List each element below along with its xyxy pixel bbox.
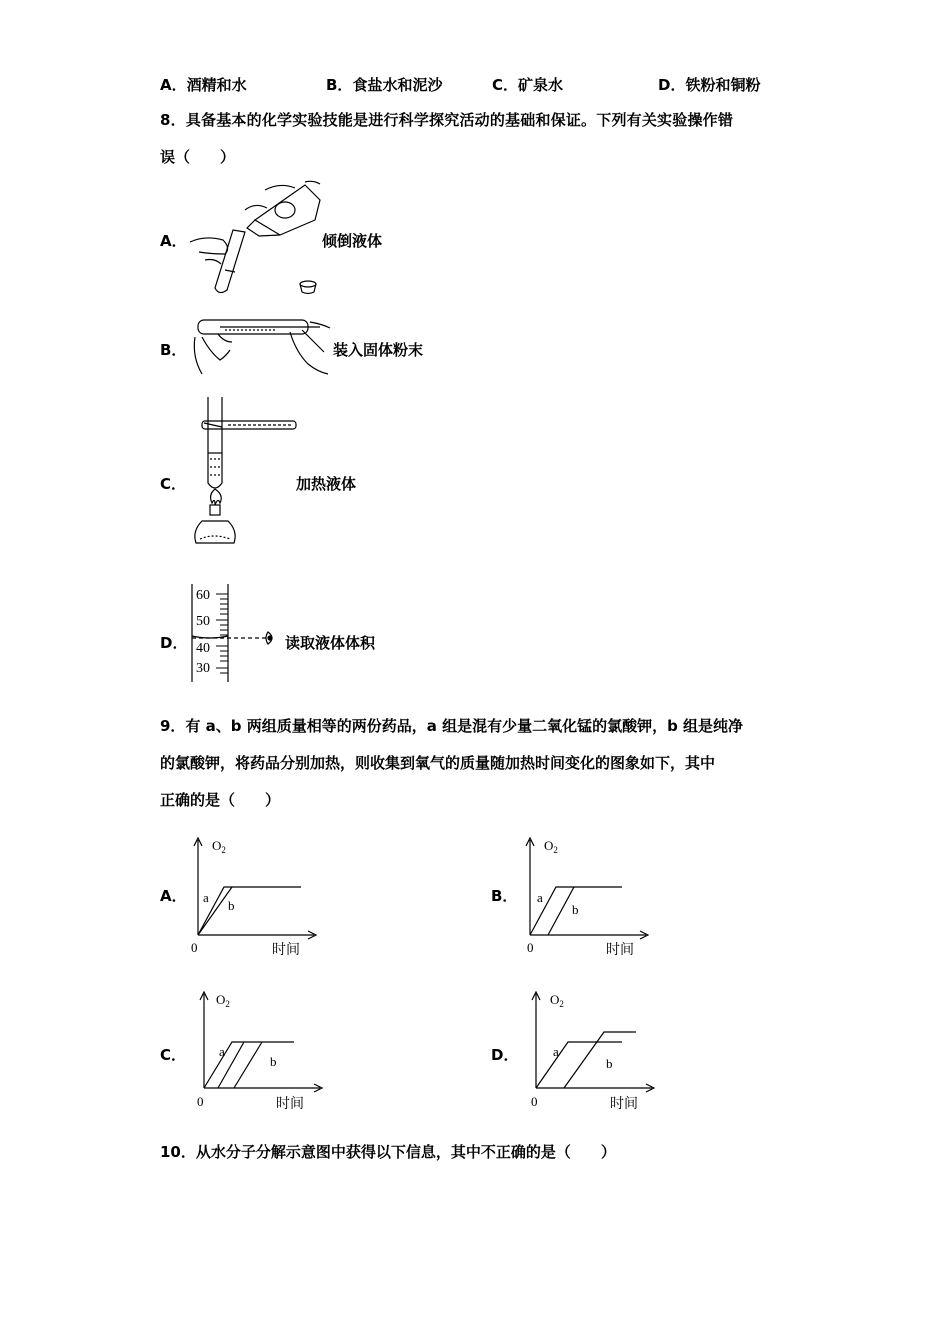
- q8-option-c-letter[interactable]: C．: [160, 475, 187, 493]
- y-axis-label: $O_2$: [212, 838, 226, 855]
- q8-option-d-label: 读取液体体积: [285, 634, 376, 652]
- option-text: 酒精和水: [186, 76, 247, 94]
- series-a-label: a: [553, 1044, 559, 1059]
- q9-option-b-letter[interactable]: B．: [491, 887, 518, 905]
- q8-stem-line2: 误（ ）: [160, 148, 236, 166]
- q8-option-c-label: 加热液体: [296, 475, 357, 493]
- x-axis-label: 时间: [272, 943, 300, 958]
- series-b-label: b: [606, 1056, 613, 1071]
- series-a-label: a: [203, 890, 209, 905]
- series-b-label: b: [228, 898, 235, 913]
- cylinder-tick-label: 30: [196, 661, 210, 676]
- q10-stem-line1: 10．从水分子分解示意图中获得以下信息，其中不正确的是（ ）: [160, 1143, 616, 1161]
- q9-stem-line1: 9．有 a、b 两组质量相等的两份药品，a 组是混有少量二氧化锰的氯酸钾，b 组是纯净: [160, 717, 744, 735]
- q8-stem-line1: 8．具备基本的化学实验技能是进行科学探究活动的基础和保证。下列有关实验操作错: [160, 111, 734, 129]
- q9-stem-line2: 的氯酸钾，将药品分别加热，则收集到氧气的质量随加热时间变化的图象如下，其中: [160, 754, 716, 772]
- q8-option-b-label: 装入固体粉末: [333, 341, 424, 359]
- y-axis-label: $O_2$: [550, 992, 564, 1009]
- origin-label: 0: [197, 1094, 204, 1109]
- q9-graph-a: [186, 832, 326, 964]
- q8-option-b-letter[interactable]: B．: [160, 341, 187, 359]
- q8-option-a-label: 倾倒液体: [322, 232, 383, 250]
- graduated-cylinder-illustration: [186, 580, 290, 684]
- option-letter: A．: [160, 76, 187, 94]
- x-axis-label: 时间: [610, 1097, 638, 1112]
- option-letter: D．: [658, 76, 686, 94]
- cylinder-tick-label: 40: [196, 641, 210, 656]
- option-letter: B．: [326, 76, 353, 94]
- q9-option-d-letter[interactable]: D．: [491, 1046, 519, 1064]
- origin-label: 0: [191, 940, 198, 955]
- option-text: 矿泉水: [518, 76, 564, 94]
- q7-option-a[interactable]: [160, 78, 247, 93]
- option-text: 铁粉和铜粉: [685, 76, 761, 94]
- q9-option-c-letter[interactable]: C．: [160, 1046, 187, 1064]
- q7-option-c[interactable]: [492, 78, 563, 93]
- pouring-liquid-illustration: [185, 180, 325, 300]
- series-b-line: [564, 1032, 636, 1088]
- option-text: 食盐水和泥沙: [352, 76, 443, 94]
- x-axis-label: 时间: [276, 1097, 304, 1112]
- cylinder-tick-label: 50: [196, 614, 210, 629]
- series-b-label: b: [270, 1054, 277, 1069]
- series-a-label: a: [219, 1044, 225, 1059]
- series-a-label: a: [537, 890, 543, 905]
- y-axis-label: $O_2$: [544, 838, 558, 855]
- x-axis-label: 时间: [606, 943, 634, 958]
- series-a-line: [204, 1042, 294, 1088]
- q8-option-a-letter[interactable]: A．: [160, 232, 187, 250]
- q7-option-b[interactable]: [326, 78, 442, 93]
- q9-stem-line3: 正确的是（ ）: [160, 791, 281, 809]
- q7-option-d[interactable]: [658, 78, 760, 93]
- origin-label: 0: [531, 1094, 538, 1109]
- series-b-line-2: [234, 1042, 262, 1088]
- q9-graph-d: [520, 988, 660, 1120]
- q9-graph-c: [190, 988, 330, 1120]
- q8-option-d-letter[interactable]: D．: [160, 634, 188, 652]
- y-axis-label: $O_2$: [216, 992, 230, 1009]
- q9-graph-b: [518, 832, 658, 964]
- option-letter: C．: [492, 76, 519, 94]
- cylinder-tick-label: 60: [196, 588, 210, 603]
- origin-label: 0: [527, 940, 534, 955]
- series-a-line: [198, 887, 301, 935]
- powder-loading-illustration: [190, 312, 335, 384]
- q9-option-a-letter[interactable]: A．: [160, 887, 187, 905]
- heating-liquid-illustration: [188, 393, 300, 553]
- series-b-label: b: [572, 902, 579, 917]
